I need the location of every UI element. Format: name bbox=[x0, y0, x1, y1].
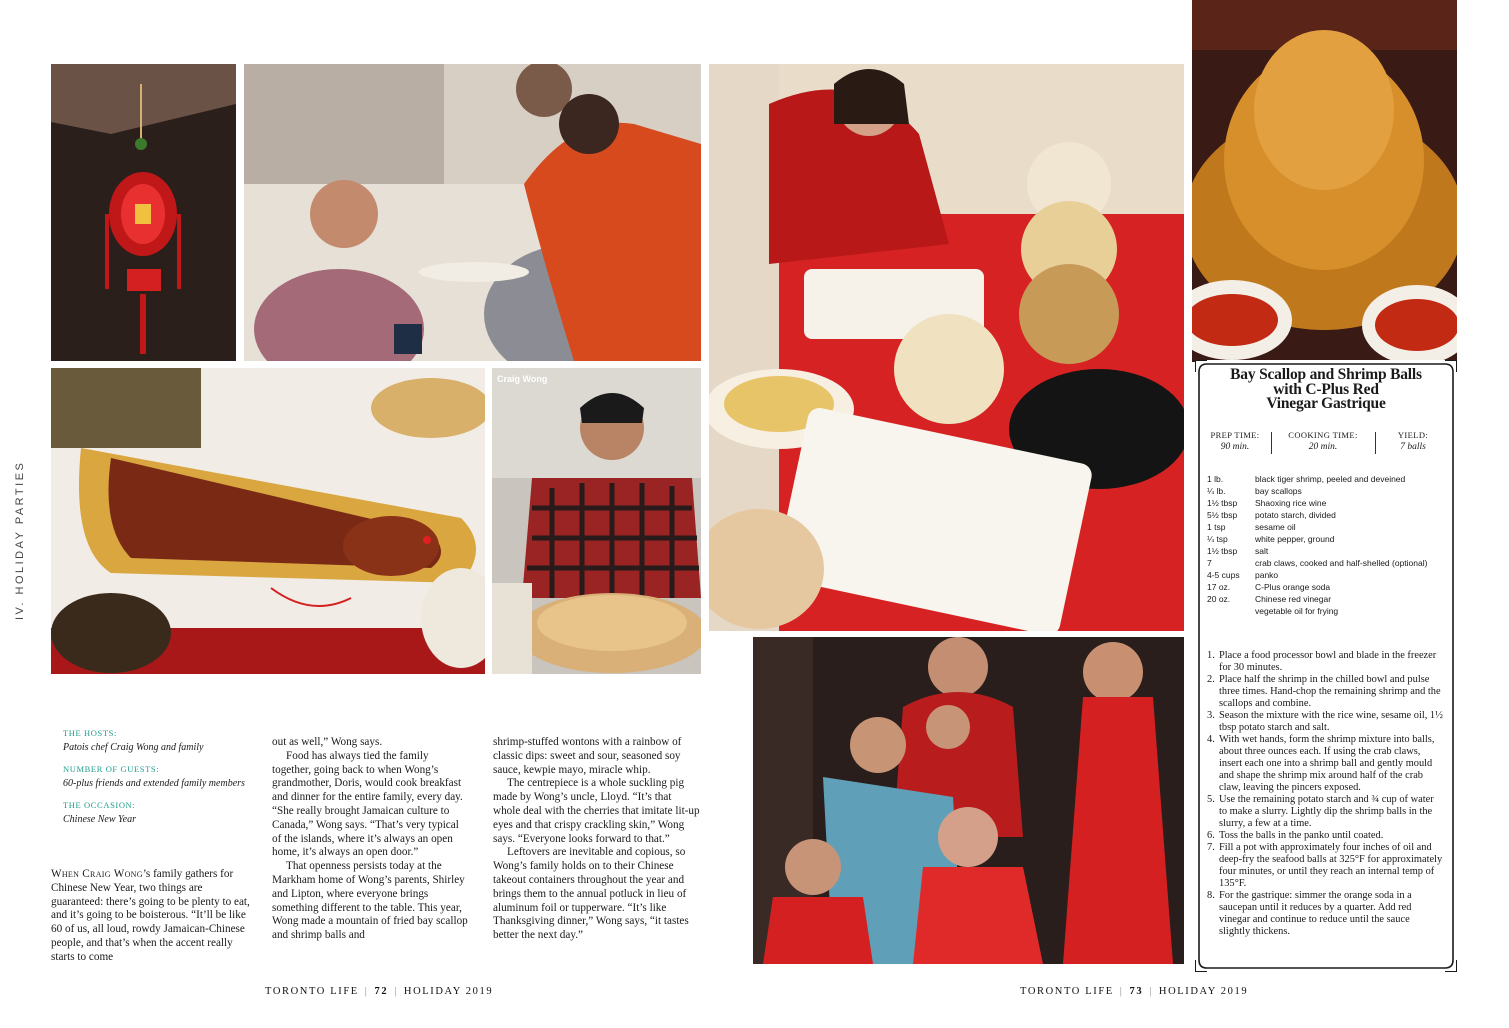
recipe-step bbox=[1207, 842, 1443, 890]
guests-label: NUMBER OF GUESTS: bbox=[63, 764, 160, 774]
ingredient-item: sesame oil bbox=[1255, 522, 1296, 532]
step-number: 8. bbox=[1207, 890, 1215, 901]
photo-suckling-pig bbox=[51, 368, 485, 674]
ingredient-qty: ¼ tsp bbox=[1207, 534, 1228, 544]
ingredient-list bbox=[1207, 474, 1447, 618]
cooking-time-value: 20 min. bbox=[1308, 442, 1338, 452]
ingredient-qty: 4-5 cups bbox=[1207, 570, 1240, 580]
recipe-title-line-2: with C-Plus Red bbox=[1273, 380, 1379, 398]
photo-shrimp-balls bbox=[1192, 0, 1457, 362]
recipe-title-line-1: Bay Scallop and Shrimp Balls bbox=[1230, 366, 1422, 383]
ingredient-row bbox=[1207, 474, 1447, 484]
recipe-step bbox=[1207, 830, 1443, 842]
ingredient-qty: 1½ tbsp bbox=[1207, 546, 1238, 556]
recipe-card bbox=[1195, 360, 1457, 972]
photo-family-serving bbox=[244, 64, 701, 361]
step-number: 3. bbox=[1207, 710, 1215, 721]
recipe-step bbox=[1207, 890, 1443, 938]
recipe-step bbox=[1207, 794, 1443, 830]
guests-value: 60-plus friends and extended family members bbox=[63, 778, 245, 789]
recipe-yield bbox=[1381, 430, 1445, 452]
prep-time-label: PREP TIME: bbox=[1210, 430, 1260, 440]
ingredient-qty: 20 oz. bbox=[1207, 594, 1231, 604]
recipe-times bbox=[1205, 430, 1445, 460]
footer-right-issue: HOLIDAY 2019 bbox=[1158, 986, 1249, 997]
ingredient-qty: 1½ tbsp bbox=[1207, 498, 1238, 508]
article-col2-p1: out as well,” Wong says. bbox=[272, 736, 383, 748]
step-text: With wet hands, form the shrimp mixture into balls, about three ounces each. If using the crab claws, insert each one into a shrimp ball and gently mould and shape the shrimp mix around half of the crab claw, leaving the pincers exposed. bbox=[1219, 734, 1435, 793]
ingredient-row bbox=[1207, 534, 1447, 544]
recipe-step bbox=[1207, 710, 1443, 734]
step-number: 6. bbox=[1207, 830, 1215, 841]
section-label-text: IV. HOLIDAY PARTIES bbox=[14, 460, 26, 620]
step-number: 5. bbox=[1207, 794, 1215, 805]
yield-value: 7 balls bbox=[1400, 442, 1426, 452]
ingredient-item: Shaoxing rice wine bbox=[1255, 498, 1327, 508]
footer-right: TORONTO LIFE | 73 | HOLIDAY 2019 bbox=[1020, 986, 1249, 997]
step-text: Season the mixture with the rice wine, sesame oil, 1½ tbsp potato starch and salt. bbox=[1219, 710, 1443, 733]
ingredient-item: C-Plus orange soda bbox=[1255, 582, 1331, 592]
ingredient-item: panko bbox=[1255, 570, 1279, 580]
ingredient-row bbox=[1207, 558, 1447, 568]
footer-right-magazine: TORONTO LIFE bbox=[1020, 986, 1114, 997]
article-col2-p2: Food has always tied the family together, going back to when Wong’s grandmother, Doris, would cook breakfast and dinner for the entire family, every day. “She really brought Jamaican culture to Canada,” Wong says. “That’s very typical of the islands, where it’s always an open home, it’s always an open door.” bbox=[272, 749, 463, 859]
article-column-1 bbox=[51, 868, 251, 965]
article-col3-p1: shrimp-stuffed wontons with a rainbow of classic dips: sweet and sour, seasoned soy sauce, kewpie mayo, miracle whip. bbox=[493, 736, 682, 776]
article-col1-text: ’s family gathers for Chinese New Year, two things are guaranteed: there’s going to be plenty to eat, and it’s going to be boisterous. “It’ll be like 60 of us, all loud, rowdy Jamaican-Chinese people, and that’s when the accent really starts to come bbox=[51, 868, 250, 963]
ingredient-row bbox=[1207, 522, 1447, 532]
recipe-step bbox=[1207, 650, 1443, 674]
recipe-title-line-3: Vinegar Gastrique bbox=[1266, 395, 1386, 412]
photo-celebration bbox=[753, 637, 1184, 964]
article-lead-in: When Craig Wong bbox=[51, 868, 143, 880]
ingredient-item: potato starch, divided bbox=[1255, 510, 1336, 520]
ingredient-row bbox=[1207, 498, 1447, 508]
ingredient-qty: 7 bbox=[1207, 558, 1212, 568]
ingredient-qty: 17 oz. bbox=[1207, 582, 1231, 592]
step-number: 2. bbox=[1207, 674, 1215, 685]
ingredient-item: white pepper, ground bbox=[1255, 534, 1335, 544]
recipe-title bbox=[1207, 368, 1445, 412]
ingredient-row bbox=[1207, 486, 1447, 496]
footer-left-issue: HOLIDAY 2019 bbox=[403, 986, 494, 997]
ingredient-row bbox=[1207, 570, 1447, 580]
occasion-label: THE OCCASION: bbox=[63, 800, 136, 810]
step-text: Fill a pot with approximately four inches of oil and deep-fry the seafood balls at 325°F for approximately four minutes, or until they reach an internal temp of 135°F. bbox=[1219, 842, 1443, 889]
ingredient-item: vegetable oil for frying bbox=[1255, 606, 1339, 616]
article-col3-p3: Leftovers are inevitable and copious, so Wong’s family holds on to their Chinese takeout containers throughout the year and brings them to the annual potluck in lieu of aluminum foil or tupperware. “It’s like Thanksgiving dinner,” Wong says, “it tastes better the next day.” bbox=[493, 846, 689, 942]
footer-left: TORONTO LIFE | 72 | HOLIDAY 2019 bbox=[265, 986, 494, 997]
ingredient-item: Chinese red vinegar bbox=[1255, 594, 1332, 604]
article-col2-p3: That openness persists today at the Markham home of Wong’s parents, Shirley and Lipton, where everyone brings something different to the table. This year, Wong made a mountain of fried bay scallop and shrimp balls and bbox=[272, 860, 468, 942]
photo-lantern-decoration bbox=[51, 64, 236, 361]
yield-label: YIELD: bbox=[1397, 430, 1429, 440]
article-column-2 bbox=[272, 736, 468, 943]
ingredient-row bbox=[1207, 606, 1447, 616]
hosts-value: Patois chef Craig Wong and family bbox=[63, 742, 204, 753]
ingredient-qty: 1 tsp bbox=[1207, 522, 1226, 532]
photo-credit: Craig Wong bbox=[497, 374, 548, 384]
ingredient-item: crab claws, cooked and half-shelled (optional) bbox=[1255, 558, 1428, 568]
cooking-time bbox=[1277, 430, 1369, 452]
ingredient-row bbox=[1207, 546, 1447, 556]
recipe-step bbox=[1207, 734, 1443, 794]
prep-time-value: 90 min. bbox=[1220, 442, 1250, 452]
step-text: Place half the shrimp in the chilled bowl and pulse three times. Hand-chop the remaining shrimp and the scallops and combine. bbox=[1219, 674, 1441, 709]
step-text: Toss the balls in the panko until coated. bbox=[1219, 830, 1384, 841]
hosts-label: THE HOSTS: bbox=[63, 728, 117, 738]
photo-dessert-table bbox=[709, 64, 1184, 631]
ingredient-item: black tiger shrimp, peeled and deveined bbox=[1255, 474, 1406, 484]
footer-left-magazine: TORONTO LIFE bbox=[265, 986, 359, 997]
step-text: Use the remaining potato starch and ¾ cup of water to make a slurry. Lightly dip the shrimp balls in the slurry, a few at a time. bbox=[1219, 794, 1434, 829]
recipe-step bbox=[1207, 674, 1443, 710]
step-number: 7. bbox=[1207, 842, 1215, 853]
step-text: For the gastrique: simmer the orange soda in a saucepan until it reduces by a quarter. Add red vinegar and continue to reduce until the sauce slightly thickens. bbox=[1219, 890, 1412, 937]
event-facts bbox=[63, 728, 258, 836]
ingredient-qty: 1 lb. bbox=[1207, 474, 1224, 484]
step-number: 4. bbox=[1207, 734, 1215, 745]
ingredient-item: salt bbox=[1255, 546, 1269, 556]
article-column-3 bbox=[493, 736, 701, 943]
recipe-steps bbox=[1207, 650, 1443, 938]
footer-left-page: 72 bbox=[374, 986, 389, 997]
ingredient-qty: ¼ lb. bbox=[1207, 486, 1226, 496]
occasion-value: Chinese New Year bbox=[63, 814, 136, 825]
photo-craig-wong bbox=[492, 368, 701, 674]
article-col3-p2: The centrepiece is a whole suckling pig made by Wong’s uncle, Lloyd. “It’s that whole deal with the cherries that imitate lit-up eyes and that crispy crackling skin,” Wong says. “Everyone looks forward to that.” bbox=[493, 777, 700, 845]
ingredient-qty: 5½ tbsp bbox=[1207, 510, 1238, 520]
step-text: Place a food processor bowl and blade in the freezer for 30 minutes. bbox=[1219, 650, 1437, 673]
ingredient-row bbox=[1207, 582, 1447, 592]
cooking-time-label: COOKING TIME: bbox=[1288, 430, 1358, 440]
step-number: 1. bbox=[1207, 650, 1215, 661]
ingredient-row bbox=[1207, 510, 1447, 520]
section-label bbox=[14, 440, 34, 620]
footer-right-page: 73 bbox=[1129, 986, 1144, 997]
ingredient-item: bay scallops bbox=[1255, 486, 1302, 496]
ingredient-row bbox=[1207, 594, 1447, 604]
prep-time bbox=[1205, 430, 1265, 452]
